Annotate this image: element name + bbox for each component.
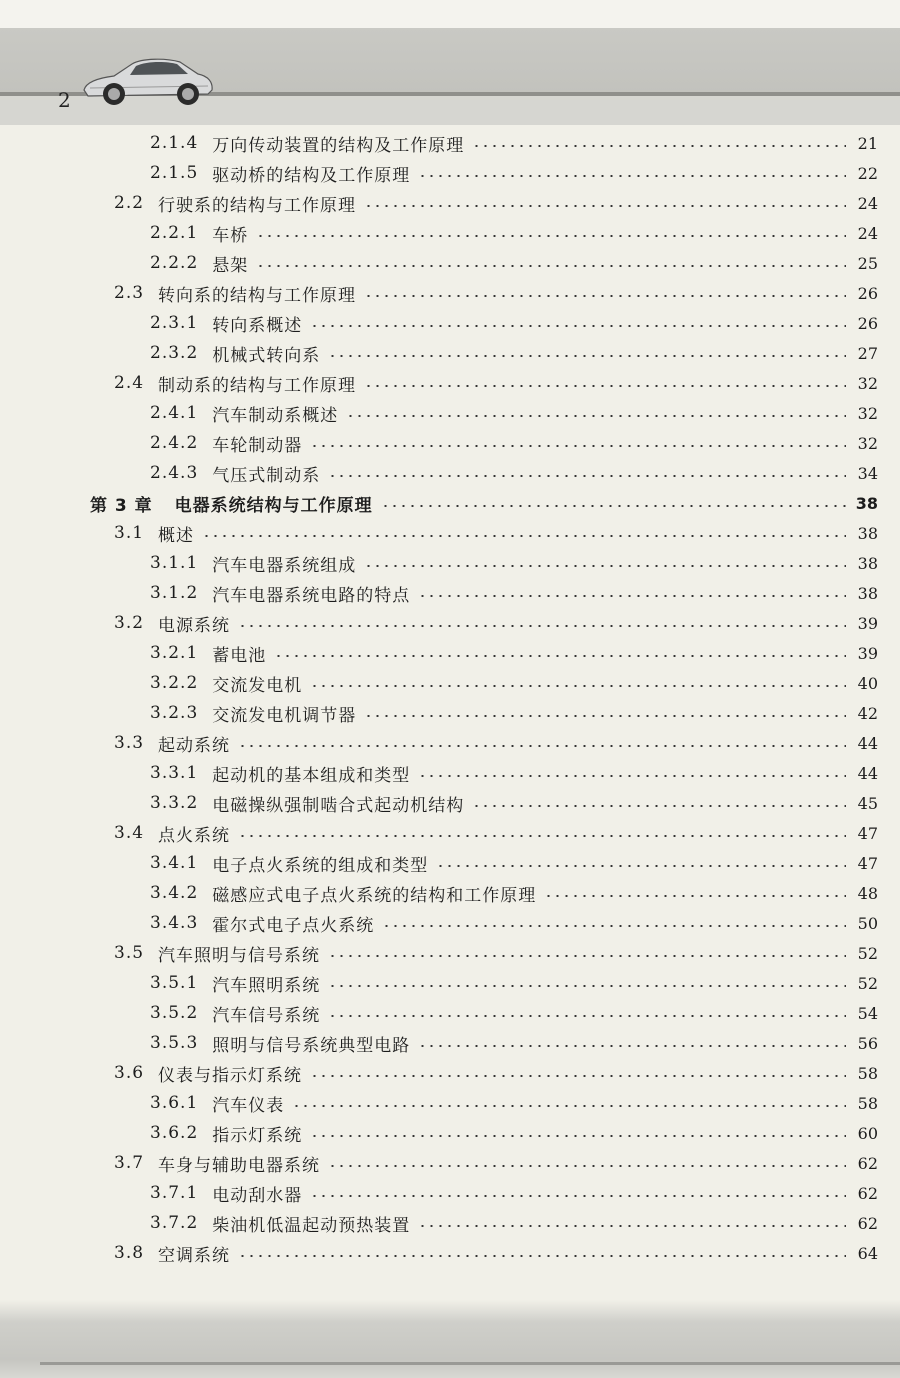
toc-entry-title: 气压式制动系 — [212, 465, 321, 486]
toc-entry — [150, 218, 878, 248]
toc-leader-dots — [256, 265, 846, 267]
toc-entry-page: 44 — [857, 763, 878, 783]
toc-entry-title: 磁感应式电子点火系统的结构和工作原理 — [212, 885, 537, 906]
toc-entry-page: 26 — [857, 313, 878, 333]
toc-entry-title: 悬架 — [212, 255, 249, 276]
toc-entry-number: 3.1.2 — [150, 583, 199, 603]
toc-entry — [150, 878, 878, 908]
toc-entry-number: 3.6 — [114, 1063, 145, 1083]
toc-entry-title: 汽车仪表 — [212, 1095, 285, 1116]
toc-entry-title: 指示灯系统 — [212, 1125, 303, 1146]
toc-leader-dots — [328, 1165, 846, 1167]
toc-entry-number: 3.3 — [114, 733, 145, 753]
toc-entry-page: 39 — [857, 613, 878, 633]
toc-entry — [150, 248, 878, 278]
toc-entry-page: 32 — [857, 433, 878, 453]
toc-entry-number: 3.5.1 — [150, 973, 199, 993]
toc-entry — [114, 938, 878, 968]
toc-entry-number: 2.1.4 — [150, 133, 199, 153]
toc-entry-page: 32 — [857, 373, 878, 393]
toc-entry-page: 38 — [857, 583, 878, 603]
toc-entry-page: 47 — [857, 823, 878, 843]
toc-entry-title: 霍尔式电子点火系统 — [212, 915, 375, 936]
toc-entry — [150, 668, 878, 698]
toc-entry-title: 车身与辅助电器系统 — [158, 1155, 321, 1176]
toc-entry — [150, 1028, 878, 1058]
toc-entry-number: 3.7.2 — [150, 1213, 199, 1233]
toc-entry-page: 21 — [857, 133, 878, 153]
toc-entry — [150, 458, 878, 488]
toc-entry-title: 交流发电机调节器 — [212, 705, 357, 726]
toc-entry-number: 2.4 — [114, 373, 145, 393]
toc-entry-title: 车轮制动器 — [212, 435, 303, 456]
toc-entry-page: 45 — [857, 793, 878, 813]
toc-entry-page: 54 — [857, 1003, 878, 1023]
toc-leader-dots — [472, 145, 846, 147]
toc-entry — [150, 788, 878, 818]
toc-leader-dots — [310, 1135, 846, 1137]
toc-entry — [114, 1058, 878, 1088]
toc-entry — [114, 188, 878, 218]
toc-entry-number: 2.4.1 — [150, 403, 199, 423]
toc-entry-page: 42 — [857, 703, 878, 723]
page-number: 2 — [58, 88, 71, 112]
toc-entry-title: 电动刮水器 — [212, 1185, 303, 1206]
toc-entry — [150, 158, 878, 188]
toc-entry-title: 汽车信号系统 — [212, 1005, 321, 1026]
toc-entry — [150, 1208, 878, 1238]
toc-entry-title: 驱动桥的结构及工作原理 — [212, 165, 411, 186]
toc-entry-title: 起动系统 — [158, 735, 231, 756]
toc-leader-dots — [364, 205, 846, 207]
toc-leader-dots — [238, 1255, 846, 1257]
toc-entry — [150, 428, 878, 458]
toc-entry — [150, 578, 878, 608]
toc-entry-title: 车桥 — [212, 225, 249, 246]
toc-entry — [150, 908, 878, 938]
toc-entry-number: 3.6.1 — [150, 1093, 199, 1113]
toc-leader-dots — [364, 565, 846, 567]
toc-entry-title: 仪表与指示灯系统 — [158, 1065, 303, 1086]
toc-entry-number: 3.4.3 — [150, 913, 199, 933]
toc-entry-page: 39 — [857, 643, 878, 663]
toc-leader-dots — [418, 175, 846, 177]
toc-entry-number: 2.4.2 — [150, 433, 199, 453]
toc-entry-number: 3.7.1 — [150, 1183, 199, 1203]
toc-entry-number: 3.1.1 — [150, 553, 199, 573]
toc-entry — [114, 278, 878, 308]
toc-entry-page: 52 — [857, 973, 878, 993]
toc-entry — [114, 518, 878, 548]
toc-entry — [150, 128, 878, 158]
toc-entry-title: 转向系的结构与工作原理 — [158, 285, 357, 306]
toc-leader-dots — [310, 445, 846, 447]
toc-entry-title: 概述 — [158, 525, 195, 546]
toc-entry-number: 3.2.3 — [150, 703, 199, 723]
toc-leader-dots — [328, 955, 846, 957]
toc-leader-dots — [418, 1225, 846, 1227]
toc-entry-title: 电源系统 — [158, 615, 231, 636]
toc-entry-title: 电磁操纵强制啮合式起动机结构 — [212, 795, 465, 816]
toc-leader-dots — [364, 385, 846, 387]
toc-leader-dots — [418, 595, 846, 597]
toc-entry — [114, 1148, 878, 1178]
toc-entry — [150, 998, 878, 1028]
toc-entry-page: 32 — [857, 403, 878, 423]
toc-leader-dots — [310, 685, 846, 687]
toc-entry-page: 58 — [857, 1063, 878, 1083]
toc-leader-dots — [310, 325, 846, 327]
toc-entry — [150, 338, 878, 368]
toc-entry — [150, 848, 878, 878]
toc-entry-number: 3.5 — [114, 943, 145, 963]
toc-entry — [90, 488, 878, 518]
toc-entry-title: 交流发电机 — [212, 675, 303, 696]
toc-entry — [150, 758, 878, 788]
toc-entry-title: 汽车照明与信号系统 — [158, 945, 321, 966]
toc-entry-page: 44 — [857, 733, 878, 753]
toc-entry-page: 24 — [857, 223, 878, 243]
toc-leader-dots — [382, 925, 846, 927]
toc-entry — [114, 728, 878, 758]
toc-leader-dots — [544, 895, 846, 897]
toc-entry-title: 电器系统结构与工作原理 — [174, 495, 373, 516]
toc-entry-title: 制动系的结构与工作原理 — [158, 375, 357, 396]
toc-entry-number: 3.4.2 — [150, 883, 199, 903]
toc-leader-dots — [310, 1195, 846, 1197]
toc-leader-dots — [310, 1075, 846, 1077]
toc-entry-page: 60 — [857, 1123, 878, 1143]
toc-entry-title: 点火系统 — [158, 825, 231, 846]
toc-entry-page: 58 — [857, 1093, 878, 1113]
toc-leader-dots — [328, 355, 846, 357]
toc-entry-page: 22 — [857, 163, 878, 183]
toc-entry-page: 38 — [855, 493, 878, 513]
toc-entry-number: 3.5.3 — [150, 1033, 199, 1053]
toc-entry-title: 行驶系的结构与工作原理 — [158, 195, 357, 216]
toc-entry-number: 2.3.1 — [150, 313, 199, 333]
toc-entry-page: 52 — [857, 943, 878, 963]
toc-leader-dots — [436, 865, 846, 867]
toc-leader-dots — [418, 1045, 846, 1047]
toc-entry — [150, 968, 878, 998]
toc-entry-number: 3.6.2 — [150, 1123, 199, 1143]
toc-entry-page: 62 — [857, 1213, 878, 1233]
toc-entry-title: 转向系概述 — [212, 315, 303, 336]
toc-leader-dots — [472, 805, 846, 807]
toc-entry-number: 3.4.1 — [150, 853, 199, 873]
toc-entry-title: 汽车电器系统组成 — [212, 555, 357, 576]
toc-leader-dots — [418, 775, 846, 777]
toc-entry-title: 汽车电器系统电路的特点 — [212, 585, 411, 606]
toc-leader-dots — [292, 1105, 846, 1107]
toc-entry-page: 38 — [857, 523, 878, 543]
toc-entry-number: 3.8 — [114, 1243, 145, 1263]
toc-entry-page: 24 — [857, 193, 878, 213]
toc-leader-dots — [364, 295, 846, 297]
toc-leader-dots — [364, 715, 846, 717]
toc-entry — [150, 308, 878, 338]
toc-entry — [150, 398, 878, 428]
toc-leader-dots — [328, 985, 846, 987]
toc-leader-dots — [328, 475, 846, 477]
toc-entry-number: 2.2.2 — [150, 253, 199, 273]
toc-entry-number: 3.1 — [114, 523, 145, 543]
toc-entry-page: 62 — [857, 1153, 878, 1173]
toc-entry-title: 电子点火系统的组成和类型 — [212, 855, 429, 876]
toc-entry-page: 25 — [857, 253, 878, 273]
toc-entry-number: 3.2 — [114, 613, 145, 633]
toc-entry — [150, 698, 878, 728]
toc-entry — [114, 368, 878, 398]
toc-entry-title: 蓄电池 — [212, 645, 267, 666]
toc-entry — [114, 1238, 878, 1268]
toc-entry-page: 64 — [857, 1243, 878, 1263]
toc-leader-dots — [238, 625, 846, 627]
toc-entry-title: 柴油机低温起动预热装置 — [212, 1215, 411, 1236]
toc-entry-page: 62 — [857, 1183, 878, 1203]
toc-entry-page: 48 — [857, 883, 878, 903]
toc-entry-number: 2.2 — [114, 193, 145, 213]
toc-entry — [150, 548, 878, 578]
footer-band — [0, 1300, 900, 1378]
toc-leader-dots — [256, 235, 846, 237]
toc-entry-page: 40 — [857, 673, 878, 693]
toc-entry — [150, 1178, 878, 1208]
car-icon — [80, 52, 215, 110]
toc-entry-title: 照明与信号系统典型电路 — [212, 1035, 411, 1056]
toc-entry-number: 3.3.2 — [150, 793, 199, 813]
toc-entry — [114, 818, 878, 848]
toc-entry-page: 38 — [857, 553, 878, 573]
toc-entry-title: 起动机的基本组成和类型 — [212, 765, 411, 786]
toc-entry — [114, 608, 878, 638]
toc-entry-page: 34 — [857, 463, 878, 483]
toc-entry-number: 2.4.3 — [150, 463, 199, 483]
toc-entry-number: 3.2.2 — [150, 673, 199, 693]
toc-leader-dots — [238, 835, 846, 837]
toc-entry-page: 56 — [857, 1033, 878, 1053]
toc-entry — [150, 1118, 878, 1148]
toc-entry-number: 2.1.5 — [150, 163, 199, 183]
toc-entry-title: 机械式转向系 — [212, 345, 321, 366]
toc-entry-page: 47 — [857, 853, 878, 873]
toc-leader-dots — [381, 505, 846, 507]
toc-leader-dots — [238, 745, 846, 747]
toc-entry-number: 3.7 — [114, 1153, 145, 1173]
toc-entry — [150, 638, 878, 668]
toc-entry-title: 空调系统 — [158, 1245, 231, 1266]
toc-entry-number: 第 3 章 — [90, 495, 153, 516]
toc-leader-dots — [346, 415, 846, 417]
toc-entry-page: 50 — [857, 913, 878, 933]
toc-entry-title: 汽车照明系统 — [212, 975, 321, 996]
toc-entry-number: 3.5.2 — [150, 1003, 199, 1023]
toc-entry-number: 2.3 — [114, 283, 145, 303]
toc-entry-page: 26 — [857, 283, 878, 303]
toc-entry-number: 3.3.1 — [150, 763, 199, 783]
footer-line — [40, 1362, 900, 1365]
toc-leader-dots — [274, 655, 846, 657]
toc-leader-dots — [202, 535, 846, 537]
toc-entry-number: 3.2.1 — [150, 643, 199, 663]
toc-entry-title: 万向传动装置的结构及工作原理 — [212, 135, 465, 156]
toc-entry-title: 汽车制动系概述 — [212, 405, 339, 426]
toc-entry-number: 2.2.1 — [150, 223, 199, 243]
toc-leader-dots — [328, 1015, 846, 1017]
toc-entry-number: 2.3.2 — [150, 343, 199, 363]
toc-entry-number: 3.4 — [114, 823, 145, 843]
toc-entry-page: 27 — [857, 343, 878, 363]
toc-entry — [150, 1088, 878, 1118]
